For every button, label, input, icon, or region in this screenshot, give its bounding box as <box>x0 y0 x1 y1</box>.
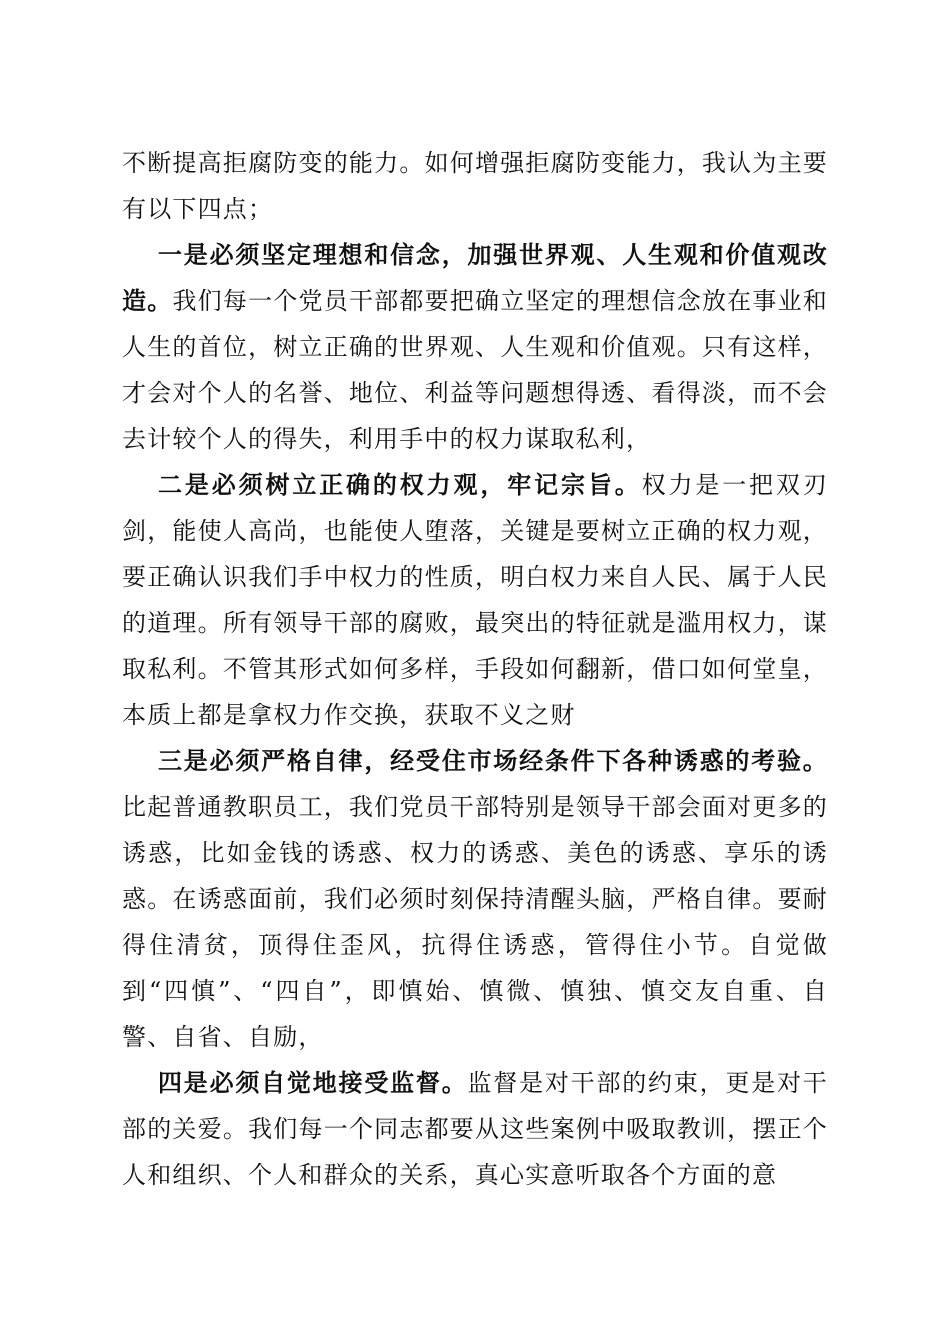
paragraph-lead: 二是必须树立正确的权力观，牢记宗旨。 <box>158 470 642 499</box>
paragraph-text: 不断提高拒腐防变的能力。如何增强拒腐防变能力，我认为主要有以下四点； <box>122 149 828 223</box>
paragraph-point-two <box>122 462 828 738</box>
paragraph-text: 我们每一个党员干部都要把确立坚定的理想信念放在事业和人生的首位，树立正确的世界观、人生观和价值观。只有这样，才会对个人的名誉、地位、利益等问题想得透、看得淡，而不会去计较个人的得失，利用手中的权力谋取私利， <box>122 287 828 453</box>
paragraph-text: 比起普通教职员工，我们党员干部特别是领导干部会面对更多的诱惑，比如金钱的诱惑、权力的诱惑、美色的诱惑、享乐的诱惑。在诱惑面前，我们必须时刻保持清醒头脑，严格自律。要耐得住清贫，顶得住歪风，抗得住诱惑，管得住小节。自觉做到“四慎”、“四自”，即慎始、慎微、慎独、慎交友自重、自警、自省、自励， <box>122 793 828 1051</box>
document-body <box>122 140 828 1198</box>
paragraph-lead: 三是必须严格自律，经受住市场经条件下各种诱惑的考验。 <box>158 746 828 775</box>
paragraph-lead: 一是必须坚定理想和信念，加强世界观、人生观和价值观改造。 <box>122 240 828 315</box>
paragraph-point-three <box>122 738 828 1060</box>
paragraph-text: 监督是对干部的约束，更是对干部的关爱。我们每一个同志都要从这些案例中吸取教训，摆正个人和组织、个人和群众的关系，真心实意听取各个方面的意 <box>122 1069 828 1189</box>
paragraph-continuation <box>122 140 828 232</box>
paragraph-point-four <box>122 1060 828 1198</box>
paragraph-text: 权力是一把双刃剑，能使人高尚，也能使人堕落，关键是要树立正确的权力观，要正确认识我们手中权力的性质，明白权力来自人民、属于人民的道理。所有领导干部的腐败，最突出的特征就是滥用权力，谋取私利。不管其形式如何多样，手段如何翻新，借口如何堂皇，本质上都是拿权力作交换，获取不义之财 <box>122 471 828 729</box>
paragraph-lead: 四是必须自觉地接受监督。 <box>158 1068 468 1097</box>
paragraph-point-one <box>122 232 828 462</box>
